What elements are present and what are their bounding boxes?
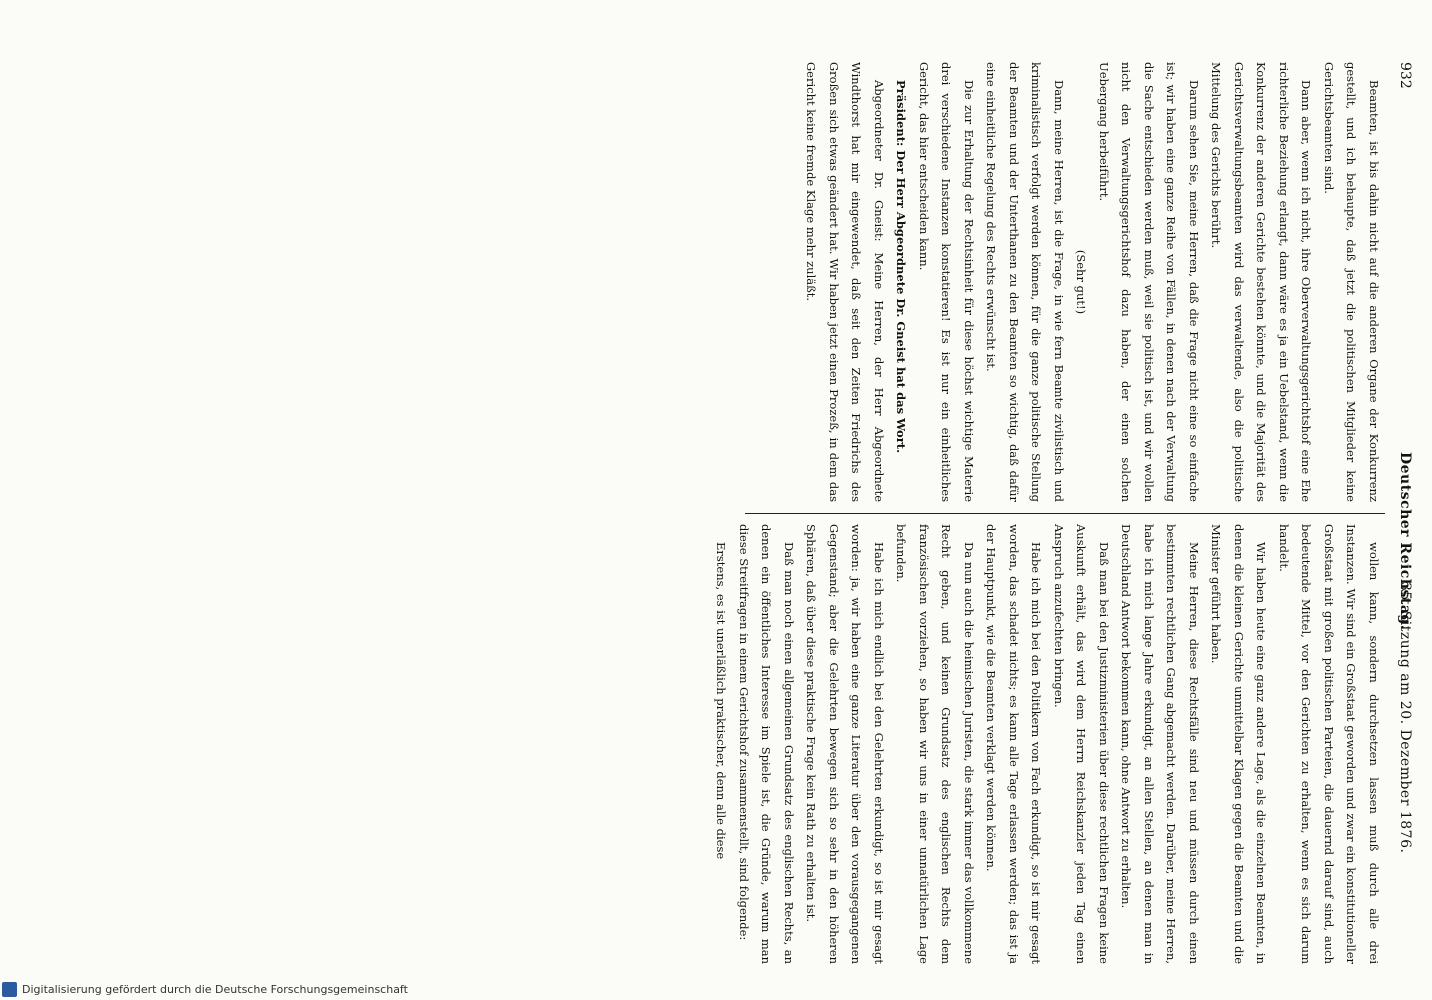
footer bbox=[0, 980, 1432, 1000]
paragraph: Habe ich mich endlich bei den Gelehrten erkundigt, so ist mir gesagt worden: ja, wir haben eine ganze Literatur über den vorausgegangenen Gegenstand; aber die Gelehrten bewegen sich so sehr in den höheren Sphären, daß über diese praktische Frage kein Rath zu erhalten ist. bbox=[804, 524, 886, 964]
running-title: Deutscher Reichstag. bbox=[1397, 452, 1413, 631]
paragraph: Beamten, ist bis dahin nicht auf die anderen Organe der Konkurrenz gestellt, und ich behaupte, daß jetzt die politischen Mitglieder keine Gerichtsbeamten sind. bbox=[1322, 62, 1381, 502]
paragraph: Erstens, es ist unerläßlich praktischer, denn alle diese bbox=[714, 542, 729, 860]
paragraph: Dann, meine Herren, ist die Frage, in wie fern Beamte zivilistisch und kriminalistisch verfolgt werden können, für die ganze politische Stellung der Beamten und der Unterthanen zu den Beamten so wichtig, daß dafür eine einheitliche Regelung des Rechts erwünscht ist. bbox=[984, 62, 1066, 502]
session-info: 35. Sitzung am 20. Dezember 1876. bbox=[1397, 582, 1413, 854]
page-content bbox=[15, 62, 1415, 992]
dfg-logo-icon bbox=[2, 982, 17, 997]
page-header bbox=[1389, 62, 1415, 992]
paragraph: Die zur Erhaltung der Rechtsinheit für diese höchst wichtige Materie drei verschiedene Instanzen konstatieren! Es ist nur ein einheitliches Gericht, das hier entscheiden kann. bbox=[917, 62, 976, 502]
left-column bbox=[765, 62, 1385, 502]
interjection: (Sehr gut!) bbox=[1074, 249, 1089, 315]
digitization-note: Digitalisierung gefördert durch die Deutsche Forschungsgemeinschaft bbox=[22, 983, 408, 996]
page-number: 932 bbox=[1397, 62, 1413, 89]
paragraph: Abgeordneter Dr. Gneist: Meine Herren, der Herr Abgeordnete Windthorst hat mir eingewendet, daß seit den Zeiten Friedrichs des Großen sich etwas geändert hat. Wir haben jetzt einen Prozeß, in dem das Gericht keine fremde Klage mehr zuläßt. bbox=[804, 62, 886, 502]
paragraph: Wir haben heute eine ganz andere Lage, als die einzelnen Beamten, in denen die kleinen Gerichte unmittelbar Klagen gegen die Beamten und die Minister geführt haben. bbox=[1209, 524, 1269, 964]
right-column bbox=[605, 524, 1385, 964]
paragraph: wollen kann, sondern durchsetzen lassen muß durch alle drei Instanzen. Wir sind ein Großstaat geworden und zwar ein konstitutioneller Großstaat mit großen politischen Parteien, die dauernd darauf sind, auch bedeutende Mittel, vor den Gerichten zu erhalten, wenn es sich darum handelt. bbox=[1277, 524, 1381, 964]
speaker-paragraph: Präsident: Der Herr Abgeordnete Dr. Gneist hat das Wort. bbox=[894, 80, 909, 454]
paragraph: Dann aber, wenn ich nicht, ihre Oberverwaltungsgerichtshof eine Ehe richterliche Beziehung erlangt, dann wäre es ja ein Uebelstand, wenn die Konkurrenz der anderen Gerichte bestehen könnte, und die Majorität des Gerichtsverwaltungsbeamten wird das verwaltende, also die politische Mittelung des Gerichts berührt. bbox=[1209, 62, 1314, 502]
paragraph: Da nun auch die heimischen Juristen, die stark immer das vollkommene Recht geben, und keinen Grundsatz des englischen Rechts dem französischen vorziehen, so haben wir uns in einer unnatürlichen Lage befunden. bbox=[894, 524, 976, 964]
column-divider bbox=[745, 513, 1385, 514]
paragraph: Daß man noch einen allgemeinen Grundsatz des englischen Rechts, an denen ein öffentliches Interesse im Spiele ist, die Gründe, warum man diese Streitfragen in einem Gerichtshof zusammenstellt, sind folgende: bbox=[737, 524, 796, 964]
paragraph: Darum sehen Sie, meine Herren, daß die Frage nicht eine so einfache ist; wir haben eine ganze Reihe von Fällen, in denen nach der Verwaltung die Sache entschieden werden muß, weil sie politisch ist, und wir wollen nicht den Verwaltungsgerichtshof dazu haben, der einen solchen Uebergang herbeiführt. bbox=[1097, 62, 1201, 502]
paragraph: Daß man bei den Justizministerien über diese rechtlichen Fragen keine Auskunft erhält, das wird dem Herrn Reichskanzler jeden Tag einen Anspruch anzufechten bringen. bbox=[1052, 524, 1111, 964]
paragraph: Meine Herren, diese Rechtsfälle sind neu und müssen durch einen bestimmten rechtlichen Gang abgemacht werden. Darüber, meine Herren, habe ich mich lange Jahre erkundigt, an allen Stellen, an denen man in Deutschland Antwort bekommen kann, ohne Antwort zu erhalten. bbox=[1119, 524, 1201, 964]
paragraph: Habe ich mich bei den Politikern von Fach erkundigt, so ist mir gesagt worden, das schadet nichts; es kann alle Tage erlassen werden; das ist ja der Hauptpunkt, wie die Beamten verklagt werden können. bbox=[984, 524, 1044, 964]
